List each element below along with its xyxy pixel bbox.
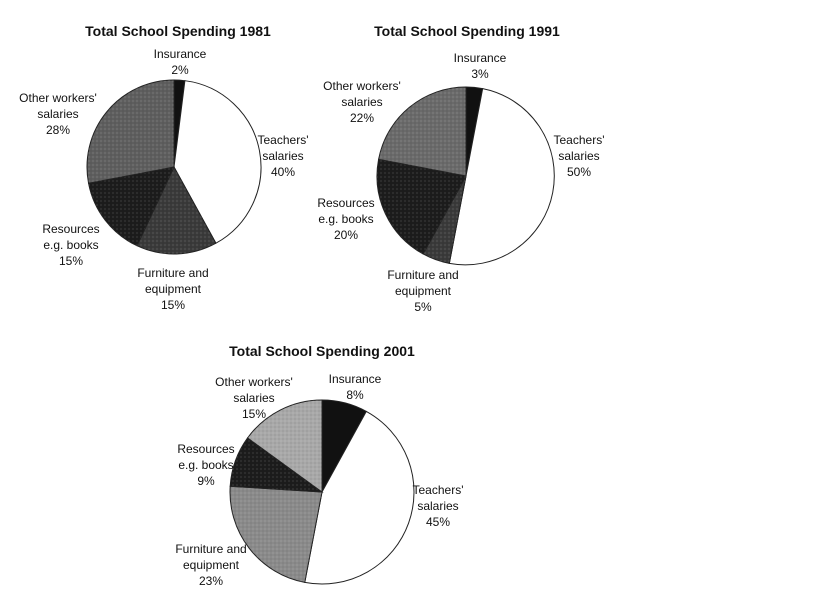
chart-title-2001: Total School Spending 2001 [229, 343, 415, 359]
label-resources-e-g-books [317, 196, 374, 242]
label-insurance [329, 372, 382, 402]
label-line-resources-e-g-books: e.g. books [318, 212, 374, 226]
label-insurance [454, 51, 507, 81]
label-line-insurance: Insurance [328, 372, 382, 386]
label-line-furniture-and-equipment: equipment [182, 558, 240, 572]
chart-title-1981: Total School Spending 1981 [85, 23, 271, 39]
label-line-other-workers-salaries: Other workers' [323, 79, 401, 93]
value-resources-e-g-books: 20% [333, 228, 359, 242]
value-other-workers-salaries: 15% [241, 407, 267, 421]
label-line-other-workers-salaries: Other workers' [215, 375, 293, 389]
label-line-furniture-and-equipment: equipment [394, 284, 452, 298]
label-furniture-and-equipment [137, 266, 208, 312]
label-teachers-salaries [554, 133, 605, 179]
label-line-teachers-salaries: Teachers' [553, 133, 605, 147]
pie-1991-slices [377, 87, 554, 265]
pie-chart-2001 [175, 343, 463, 588]
label-line-insurance: Insurance [153, 47, 207, 61]
pie-chart-1981 [19, 23, 308, 312]
label-line-furniture-and-equipment: equipment [144, 282, 202, 296]
label-other-workers-salaries [19, 91, 97, 137]
label-line-furniture-and-equipment: Furniture and [387, 268, 459, 282]
label-line-other-workers-salaries: salaries [233, 391, 275, 405]
label-line-furniture-and-equipment: Furniture and [137, 266, 209, 280]
value-insurance: 8% [346, 388, 364, 402]
value-teachers-salaries: 45% [425, 515, 451, 529]
label-furniture-and-equipment [175, 542, 246, 588]
label-line-resources-e-g-books: Resources [317, 196, 375, 210]
label-insurance [154, 47, 207, 77]
label-line-other-workers-salaries: salaries [37, 107, 79, 121]
label-line-resources-e-g-books: Resources [177, 442, 235, 456]
label-teachers-salaries [258, 133, 309, 179]
label-other-workers-salaries [323, 79, 401, 125]
label-line-teachers-salaries: salaries [262, 149, 304, 163]
label-line-teachers-salaries: salaries [558, 149, 600, 163]
value-insurance: 3% [471, 67, 489, 81]
value-furniture-and-equipment: 5% [414, 300, 432, 314]
value-teachers-salaries: 40% [270, 165, 296, 179]
label-furniture-and-equipment [387, 268, 458, 314]
label-line-other-workers-salaries: Other workers' [19, 91, 97, 105]
value-resources-e-g-books: 9% [197, 474, 215, 488]
pie-1981-slices [87, 80, 261, 254]
value-other-workers-salaries: 28% [45, 123, 71, 137]
label-line-teachers-salaries: salaries [417, 499, 459, 513]
pie-chart-1991 [317, 23, 604, 314]
value-furniture-and-equipment: 15% [160, 298, 186, 312]
value-other-workers-salaries: 22% [349, 111, 375, 125]
label-resources-e-g-books [177, 442, 234, 488]
value-resources-e-g-books: 15% [58, 254, 84, 268]
label-line-other-workers-salaries: salaries [341, 95, 383, 109]
label-teachers-salaries [413, 483, 464, 529]
label-line-resources-e-g-books: e.g. books [178, 458, 234, 472]
label-line-resources-e-g-books: e.g. books [43, 238, 99, 252]
label-line-teachers-salaries: Teachers' [412, 483, 464, 497]
value-teachers-salaries: 50% [566, 165, 592, 179]
label-resources-e-g-books [42, 222, 99, 268]
label-line-furniture-and-equipment: Furniture and [175, 542, 247, 556]
pie-2001-slices [230, 400, 414, 584]
slice-other-workers-salaries-texture [87, 80, 174, 183]
value-insurance: 2% [171, 63, 189, 77]
value-furniture-and-equipment: 23% [198, 574, 224, 588]
label-line-resources-e-g-books: Resources [42, 222, 100, 236]
label-line-insurance: Insurance [453, 51, 507, 65]
label-line-teachers-salaries: Teachers' [257, 133, 309, 147]
chart-title-1991: Total School Spending 1991 [374, 23, 560, 39]
